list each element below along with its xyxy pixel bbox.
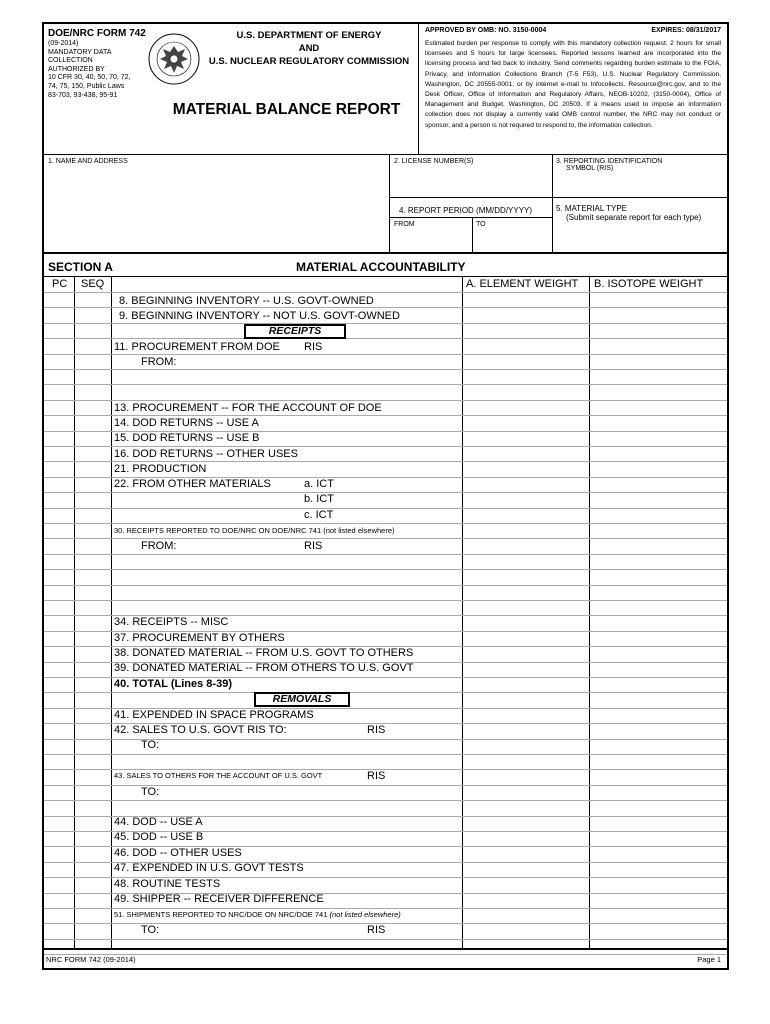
row-rule bbox=[44, 354, 727, 355]
row-rule bbox=[44, 692, 727, 693]
col-pc-header: PC bbox=[52, 278, 68, 290]
name-address-field[interactable]: 1. NAME AND ADDRESS bbox=[48, 158, 128, 165]
receipts-heading: RECEIPTS bbox=[244, 324, 346, 339]
col-divider bbox=[589, 276, 590, 950]
row-rule bbox=[44, 400, 727, 401]
row-rule bbox=[44, 307, 727, 308]
line-item: 47. EXPENDED IN U.S. GOVT TESTS bbox=[114, 862, 304, 874]
material-type-label: 5. MATERIAL TYPE bbox=[556, 204, 627, 213]
form-meta-line: 10 CFR 30, 40, 50, 70, 72, bbox=[48, 74, 131, 82]
row-rule bbox=[44, 384, 727, 385]
line-item: 11. PROCUREMENT FROM DOE bbox=[114, 341, 280, 353]
line-item: 34. RECEIPTS -- MISC bbox=[114, 616, 229, 628]
row-rule bbox=[44, 908, 727, 909]
period-from-field[interactable]: FROM bbox=[394, 221, 415, 228]
line-item: 9. BEGINNING INVENTORY -- NOT U.S. GOVT-OWNED bbox=[119, 310, 400, 322]
header-left bbox=[44, 24, 419, 154]
line-item: 15. DOD RETURNS -- USE B bbox=[114, 432, 260, 444]
row-rule bbox=[44, 369, 727, 370]
line-item: 13. PROCUREMENT -- FOR THE ACCOUNT OF DOE bbox=[114, 402, 382, 414]
row-rule bbox=[44, 523, 727, 524]
divider bbox=[389, 155, 390, 253]
line-item: 48. ROUTINE TESTS bbox=[114, 878, 221, 890]
line-item: 30. RECEIPTS REPORTED TO DOE/NRC ON DOE/NRC 741 (not listed elsewhere) bbox=[114, 526, 395, 535]
license-number-field[interactable]: 2. LICENSE NUMBER(S) bbox=[394, 158, 474, 165]
line-item: 41. EXPENDED IN SPACE PROGRAMS bbox=[114, 709, 314, 721]
form-meta-line: AUTHORIZED BY bbox=[48, 65, 105, 73]
line-item: 22. FROM OTHER MATERIALS bbox=[114, 478, 271, 490]
form-meta bbox=[48, 40, 131, 100]
row-rule bbox=[44, 954, 727, 955]
col-divider bbox=[462, 276, 463, 950]
ris-label: RIS bbox=[304, 540, 323, 552]
line-item: 38. DONATED MATERIAL -- FROM U.S. GOVT TO OTHERS bbox=[114, 647, 414, 659]
line-item: 42. SALES TO U.S. GOVT RIS TO: bbox=[114, 724, 287, 736]
row-rule bbox=[44, 554, 727, 555]
page-title: MATERIAL BALANCE REPORT bbox=[172, 101, 401, 118]
row-rule bbox=[44, 939, 727, 940]
row-rule bbox=[44, 292, 727, 293]
col-seq-header: SEQ bbox=[81, 278, 105, 290]
table-top-line bbox=[44, 276, 727, 277]
ict-label: c. ICT bbox=[304, 509, 334, 521]
ris-label: RIS bbox=[304, 341, 323, 353]
row-rule bbox=[44, 338, 727, 339]
row-rule bbox=[44, 508, 727, 509]
divider bbox=[389, 217, 552, 218]
col-divider bbox=[74, 276, 75, 950]
row-rule bbox=[44, 800, 727, 801]
ris-label: RIS bbox=[367, 770, 386, 782]
info-block bbox=[44, 154, 727, 252]
form-meta-line: 74, 75, 150, Public Laws bbox=[48, 82, 125, 90]
line-item: 8. BEGINNING INVENTORY -- U.S. GOVT-OWNED bbox=[119, 295, 374, 307]
section-title: MATERIAL ACCOUNTABILITY bbox=[296, 260, 466, 274]
dept-line: U.S. DEPARTMENT OF ENERGY bbox=[236, 30, 382, 41]
period-to-field[interactable]: TO bbox=[476, 221, 486, 228]
from-label: FROM: bbox=[141, 540, 177, 552]
section-label: SECTION A bbox=[48, 260, 113, 274]
form-meta-line: 83-703, 93-438, 95-91 bbox=[48, 91, 118, 99]
col-isotope-weight-header: B. ISOTOPE WEIGHT bbox=[594, 278, 704, 290]
row-rule bbox=[44, 600, 727, 601]
line-item: 37. PROCUREMENT BY OTHERS bbox=[114, 632, 285, 644]
accountability-table bbox=[44, 276, 727, 950]
row-rule bbox=[44, 769, 727, 770]
to-label: TO: bbox=[141, 924, 160, 936]
omb-approved: APPROVED BY OMB: NO. 3150-0004 bbox=[425, 27, 547, 34]
to-label: TO: bbox=[141, 786, 160, 798]
divider bbox=[552, 155, 553, 253]
col-element-weight-header: A. ELEMENT WEIGHT bbox=[466, 278, 579, 290]
header-right bbox=[419, 24, 727, 154]
nrc-seal-icon bbox=[147, 32, 201, 86]
line-item: 21. PRODUCTION bbox=[114, 463, 207, 475]
line-item: 39. DONATED MATERIAL -- FROM OTHERS TO U.S. GOVT bbox=[114, 662, 414, 674]
line-item: 49. SHIPPER -- RECEIVER DIFFERENCE bbox=[114, 893, 324, 905]
line-item: 14. DOD RETURNS -- USE A bbox=[114, 417, 259, 429]
form-meta-line: MANDATORY DATA bbox=[48, 48, 112, 56]
form-page bbox=[42, 22, 729, 970]
row-rule bbox=[44, 461, 727, 462]
line-item: 46. DOD -- OTHER USES bbox=[114, 847, 242, 859]
line-item: 44. DOD -- USE A bbox=[114, 816, 203, 828]
department-heading bbox=[199, 29, 419, 68]
line-item bbox=[114, 910, 401, 919]
divider bbox=[472, 217, 473, 253]
row-rule bbox=[44, 415, 727, 416]
row-rule bbox=[44, 446, 727, 447]
row-rule bbox=[44, 538, 727, 539]
footer-page-number: Page 1 bbox=[697, 955, 721, 964]
omb-expires: EXPIRES: 08/31/2017 bbox=[651, 27, 721, 34]
dept-line: U.S. NUCLEAR REGULATORY COMMISSION bbox=[208, 56, 410, 67]
omb-row bbox=[425, 27, 721, 34]
line-item-note: (not listed elsewhere) bbox=[329, 910, 401, 919]
line-item: 16. DOD RETURNS -- OTHER USES bbox=[114, 448, 298, 460]
form-id: DOE/NRC FORM 742 bbox=[48, 28, 146, 39]
row-rule bbox=[44, 585, 727, 586]
material-type-note: (Submit separate report for each type) bbox=[566, 213, 702, 222]
ict-label: b. ICT bbox=[304, 493, 334, 505]
row-rule bbox=[44, 492, 727, 493]
report-period-label: 4. REPORT PERIOD (MM/DD/YYYY) bbox=[399, 206, 533, 215]
line-item: 45. DOD -- USE B bbox=[114, 831, 204, 843]
total-line: 40. TOTAL (Lines 8-39) bbox=[114, 678, 232, 690]
ict-label: a. ICT bbox=[304, 478, 334, 490]
omb-burden-statement: Estimated burden per response to comply with this mandatory collection request: 2 hours for small licensees and 5 hours for large licensees. Reported lessons learned are incorporated into the licensing process and fed back to industry. Send comments regarding burden estimate to the FOIA, Privacy, and Information Collections Branch (T-5 F53), U.S. Nuclear Regulatory Commission, Washington, DC 20555-0001, or by internet e-mail to Infocollects. Resource@nrc.gov, and to the Desk Officer, Office of Information and Regulatory Affairs, NEOB-10202, (3150-0004), Office of Management and Budget, Washington, DC 20503. If a means used to impose an information collection does not display a currently valid OMB control number, the NRC may not conduct or sponsor, and a person is not required to respond to, the information collection. bbox=[425, 40, 721, 129]
line-item: 43. SALES TO OTHERS FOR THE ACCOUNT OF U.S. GOVT bbox=[114, 771, 323, 780]
dept-line: AND bbox=[298, 43, 320, 54]
ris-label: RIS bbox=[367, 924, 386, 936]
row-rule bbox=[44, 754, 727, 755]
divider bbox=[389, 197, 727, 198]
footer-form-id: NRC FORM 742 (09-2014) bbox=[46, 955, 136, 964]
material-type-field[interactable] bbox=[556, 204, 701, 222]
ris-label: 3. REPORTING IDENTIFICATION bbox=[556, 158, 663, 165]
form-meta-line: (09-2014) bbox=[48, 40, 79, 47]
ris-label: SYMBOL (RIS) bbox=[566, 165, 614, 172]
section-divider bbox=[44, 252, 727, 254]
line-item-text: 51. SHIPMENTS REPORTED TO NRC/DOE ON NRC/DOE 741 bbox=[114, 910, 328, 919]
col-divider bbox=[111, 276, 112, 950]
to-label: TO: bbox=[141, 739, 160, 751]
ris-field[interactable] bbox=[556, 158, 662, 172]
row-rule bbox=[44, 323, 727, 324]
from-label: FROM: bbox=[141, 356, 177, 368]
removals-heading: REMOVALS bbox=[254, 692, 350, 707]
ris-label: RIS bbox=[367, 724, 386, 736]
form-meta-line: COLLECTION bbox=[48, 57, 93, 65]
row-rule bbox=[44, 569, 727, 570]
table-bottom-line bbox=[44, 948, 727, 950]
